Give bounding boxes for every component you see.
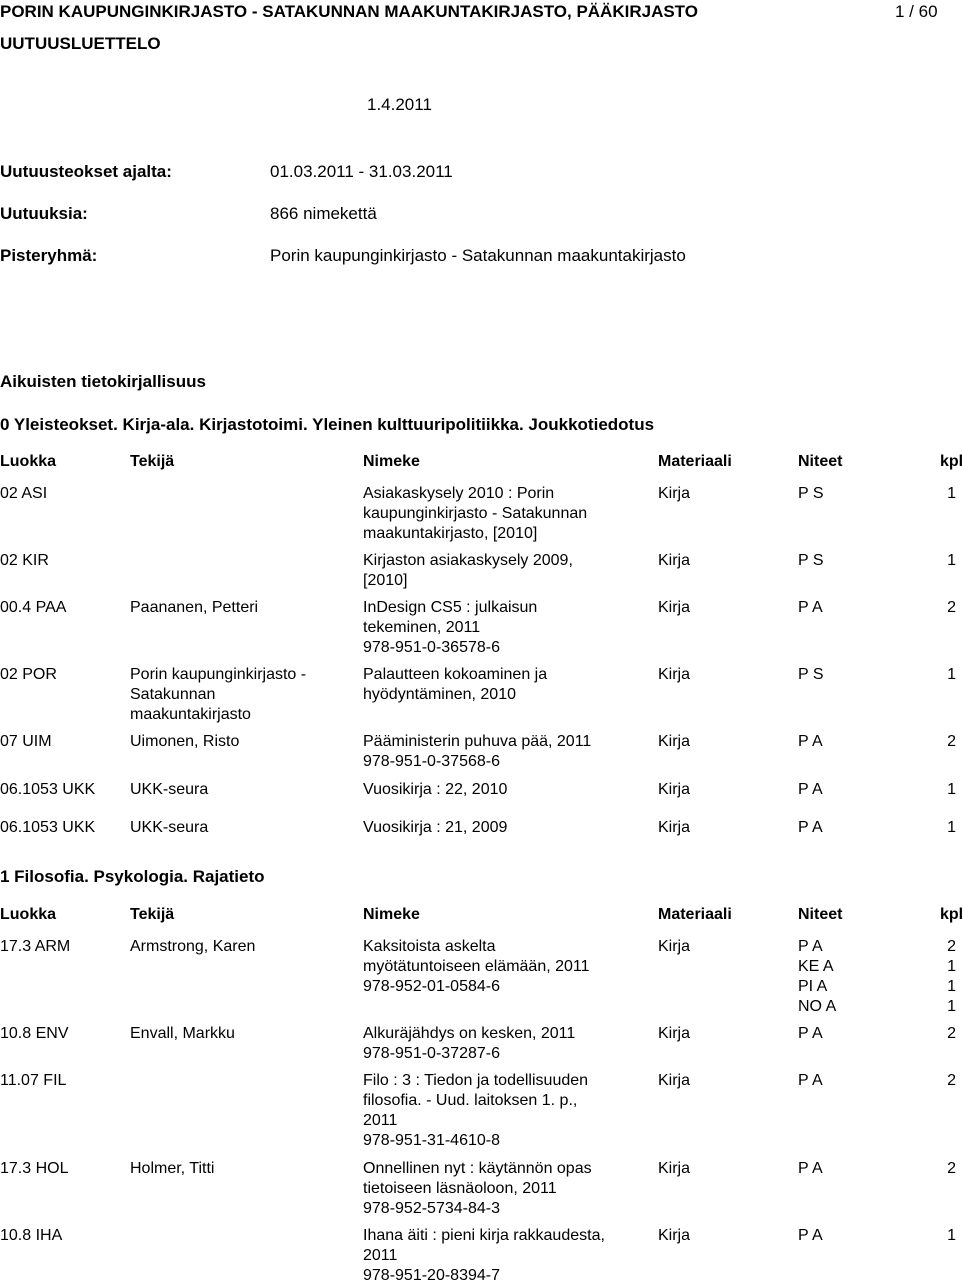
cell-nimeke-line: 2011 xyxy=(363,1112,398,1129)
cell-niteet xyxy=(798,1071,823,1091)
period-label: Uutuusteokset ajalta: xyxy=(0,162,172,181)
cell-tekija-line: UKK-seura xyxy=(130,819,209,836)
section-heading: 1 Filosofia. Psykologia. Rajatieto xyxy=(0,867,265,886)
cell-materiaali-line: Kirja xyxy=(658,599,691,616)
cell-tekija-line: Envall, Markku xyxy=(130,1025,235,1042)
document-subtitle: UUTUUSLUETTELO xyxy=(0,34,161,53)
cell-materiaali xyxy=(658,818,690,838)
column-header-materiaali: Materiaali xyxy=(658,906,732,923)
cell-niteet-line: P S xyxy=(798,552,824,569)
cell-kpl xyxy=(940,818,956,838)
cell-kpl xyxy=(940,1159,956,1179)
cell-nimeke-line: Alkuräjähdys on kesken, 2011 xyxy=(363,1025,576,1042)
cell-niteet-line: P A xyxy=(798,938,823,955)
cell-niteet xyxy=(798,484,824,504)
cell-nimeke-line: tietoiseen läsnäoloon, 2011 xyxy=(363,1180,557,1197)
cell-niteet-line: P A xyxy=(798,733,823,750)
cell-tekija-line: Holmer, Titti xyxy=(130,1160,215,1177)
cell-materiaali xyxy=(658,1024,690,1044)
cell-nimeke xyxy=(363,665,547,705)
cell-nimeke-line: Pääministerin puhuva pää, 2011 xyxy=(363,733,592,750)
cell-nimeke-line: 978-951-31-4610-8 xyxy=(363,1132,500,1149)
cell-kpl-line: 1 xyxy=(947,552,956,569)
cell-kpl xyxy=(940,1071,956,1091)
cell-niteet-line: P A xyxy=(798,1227,823,1244)
cell-kpl xyxy=(940,1226,956,1246)
cell-materiaali-line: Kirja xyxy=(658,1025,691,1042)
cell-niteet-line: P S xyxy=(798,666,824,683)
cell-luokka xyxy=(0,551,49,571)
cell-nimeke-line: 978-951-0-36578-6 xyxy=(363,639,500,656)
cell-luokka-line: 17.3 HOL xyxy=(0,1160,69,1177)
column-header-niteet: Niteet xyxy=(798,906,843,923)
cell-materiaali xyxy=(658,732,690,752)
cell-luokka-line: 06.1053 UKK xyxy=(0,819,96,836)
cell-kpl-line: 1 xyxy=(947,1227,956,1244)
cell-kpl-line: 1 xyxy=(947,781,956,798)
cell-kpl-line: 2 xyxy=(947,733,956,750)
cell-luokka xyxy=(0,1024,68,1044)
new-items-label: Uutuuksia: xyxy=(0,204,88,223)
cell-nimeke xyxy=(363,1024,575,1064)
cell-nimeke xyxy=(363,484,587,544)
cell-niteet xyxy=(798,780,823,800)
cell-tekija xyxy=(130,818,208,838)
cell-nimeke-line: Vuosikirja : 21, 2009 xyxy=(363,819,508,836)
cell-nimeke xyxy=(363,732,591,772)
cell-nimeke-line: 978-951-0-37287-6 xyxy=(363,1045,500,1062)
cell-niteet xyxy=(798,665,824,685)
cell-tekija-line: Paananen, Petteri xyxy=(130,599,259,616)
cell-kpl-line: 2 xyxy=(947,1025,956,1042)
cell-tekija-line: Porin kaupunginkirjasto - xyxy=(130,666,307,683)
cell-luokka-line: 11.07 FIL xyxy=(0,1072,67,1089)
cell-kpl-line: 1 xyxy=(947,485,956,502)
cell-nimeke-line: [2010] xyxy=(363,572,408,589)
cell-nimeke-line: Palautteen kokoaminen ja xyxy=(363,666,548,683)
cell-tekija xyxy=(130,665,306,725)
cell-nimeke-line: Onnellinen nyt : käytännön opas xyxy=(363,1160,592,1177)
cell-tekija-line: Satakunnan xyxy=(130,686,216,703)
cell-nimeke-line: maakuntakirjasto, [2010] xyxy=(363,525,538,542)
cell-kpl xyxy=(940,1024,956,1044)
cell-kpl xyxy=(940,780,956,800)
page-number: 1 / 60 xyxy=(895,2,938,21)
cell-nimeke xyxy=(363,780,507,800)
column-header-nimeke: Nimeke xyxy=(363,906,420,923)
cell-niteet-line: NO A xyxy=(798,998,837,1015)
cell-luokka xyxy=(0,937,70,957)
period-value: 01.03.2011 - 31.03.2011 xyxy=(270,162,453,181)
cell-niteet xyxy=(798,732,823,752)
cell-luokka-line: 00.4 PAA xyxy=(0,599,67,616)
column-header-materiaali: Materiaali xyxy=(658,453,732,470)
cell-niteet xyxy=(798,1159,823,1179)
cell-luokka xyxy=(0,1226,62,1246)
cell-materiaali-line: Kirja xyxy=(658,781,691,798)
cell-materiaali xyxy=(658,1226,690,1246)
column-header-niteet: Niteet xyxy=(798,453,843,470)
cell-materiaali xyxy=(658,665,690,685)
cell-materiaali-line: Kirja xyxy=(658,733,691,750)
cell-kpl xyxy=(940,551,956,571)
cell-luokka-line: 17.3 ARM xyxy=(0,938,71,955)
new-items-value: 866 nimekettä xyxy=(270,204,377,223)
cell-nimeke-line: InDesign CS5 : julkaisun xyxy=(363,599,538,616)
cell-kpl-line: 1 xyxy=(947,666,956,683)
cell-kpl xyxy=(940,598,956,618)
cell-nimeke-line: filosofia. - Uud. laitoksen 1. p., xyxy=(363,1092,578,1109)
cell-materiaali xyxy=(658,1071,690,1091)
cell-materiaali xyxy=(658,1159,690,1179)
cell-nimeke-line: 2011 xyxy=(363,1247,398,1264)
column-header-luokka: Luokka xyxy=(0,906,57,923)
location-group-label: Pisteryhmä: xyxy=(0,246,98,265)
cell-nimeke-line: Vuosikirja : 22, 2010 xyxy=(363,781,508,798)
cell-luokka xyxy=(0,484,47,504)
cell-kpl-line: 2 xyxy=(947,938,956,955)
cell-nimeke xyxy=(363,937,590,997)
column-header-luokka: Luokka xyxy=(0,453,57,470)
category-heading: Aikuisten tietokirjallisuus xyxy=(0,372,206,391)
cell-niteet-line: P A xyxy=(798,1072,823,1089)
cell-nimeke xyxy=(363,551,573,591)
cell-tekija xyxy=(130,598,258,618)
cell-luokka-line: 10.8 ENV xyxy=(0,1025,69,1042)
cell-kpl-line: 1 xyxy=(947,998,956,1015)
cell-nimeke-line: tekeminen, 2011 xyxy=(363,619,481,636)
cell-nimeke xyxy=(363,1159,592,1219)
cell-nimeke-line: Ihana äiti : pieni kirja rakkaudesta, xyxy=(363,1227,605,1244)
cell-luokka-line: 06.1053 UKK xyxy=(0,781,96,798)
cell-nimeke-line: kaupunginkirjasto - Satakunnan xyxy=(363,505,588,522)
cell-niteet xyxy=(798,598,823,618)
cell-kpl xyxy=(940,732,956,752)
column-header-tekija: Tekijä xyxy=(130,906,175,923)
cell-luokka-line: 02 POR xyxy=(0,666,57,683)
cell-luokka xyxy=(0,818,95,838)
cell-tekija-line: Uimonen, Risto xyxy=(130,733,240,750)
cell-kpl-line: 2 xyxy=(947,1072,956,1089)
cell-tekija-line: Armstrong, Karen xyxy=(130,938,256,955)
cell-materiaali-line: Kirja xyxy=(658,552,691,569)
cell-nimeke-line: 978-952-01-0584-6 xyxy=(363,978,500,995)
cell-kpl xyxy=(940,484,956,504)
cell-materiaali-line: Kirja xyxy=(658,666,691,683)
cell-materiaali xyxy=(658,598,690,618)
cell-nimeke-line: Kaksitoista askelta xyxy=(363,938,496,955)
cell-luokka xyxy=(0,1159,68,1179)
cell-nimeke-line: 978-951-20-8394-7 xyxy=(363,1267,500,1284)
cell-tekija-line: maakuntakirjasto xyxy=(130,706,251,723)
cell-tekija xyxy=(130,1159,214,1179)
cell-tekija-line: UKK-seura xyxy=(130,781,209,798)
cell-niteet xyxy=(798,1226,823,1246)
column-header-tekija: Tekijä xyxy=(130,453,175,470)
cell-nimeke-line: Kirjaston asiakaskysely 2009, xyxy=(363,552,573,569)
cell-nimeke-line: hyödyntäminen, 2010 xyxy=(363,686,516,703)
cell-niteet-line: P A xyxy=(798,599,823,616)
cell-niteet xyxy=(798,818,823,838)
cell-materiaali xyxy=(658,937,690,957)
cell-niteet-line: P A xyxy=(798,781,823,798)
cell-tekija xyxy=(130,1024,235,1044)
cell-kpl-line: 1 xyxy=(947,819,956,836)
document-title: PORIN KAUPUNGINKIRJASTO - SATAKUNNAN MAAKUNTAKIRJASTO, PÄÄKIRJASTO xyxy=(0,2,698,21)
cell-niteet-line: P A xyxy=(798,1025,823,1042)
cell-niteet-line: P A xyxy=(798,819,823,836)
cell-nimeke-line: 978-952-5734-84-3 xyxy=(363,1200,500,1217)
cell-kpl-line: 2 xyxy=(947,1160,956,1177)
cell-kpl-line: 1 xyxy=(947,978,956,995)
cell-niteet xyxy=(798,1024,823,1044)
cell-nimeke xyxy=(363,598,537,658)
column-header-kpl: kpl xyxy=(940,453,963,470)
cell-tekija xyxy=(130,780,208,800)
cell-nimeke xyxy=(363,1226,605,1286)
cell-tekija xyxy=(130,732,239,752)
cell-luokka-line: 02 KIR xyxy=(0,552,49,569)
cell-luokka-line: 07 UIM xyxy=(0,733,52,750)
column-header-nimeke: Nimeke xyxy=(363,453,420,470)
cell-nimeke-line: myötätuntoiseen elämään, 2011 xyxy=(363,958,590,975)
cell-nimeke-line: Asiakaskysely 2010 : Porin xyxy=(363,485,555,502)
report-date: 1.4.2011 xyxy=(367,95,432,114)
cell-materiaali-line: Kirja xyxy=(658,819,691,836)
cell-niteet-line: P S xyxy=(798,485,824,502)
section-heading: 0 Yleisteokset. Kirja-ala. Kirjastotoimi. Yleinen kulttuuripolitiikka. Joukkotiedotus xyxy=(0,415,655,434)
cell-materiaali-line: Kirja xyxy=(658,938,691,955)
cell-materiaali-line: Kirja xyxy=(658,485,691,502)
cell-materiaali xyxy=(658,484,690,504)
cell-luokka xyxy=(0,598,66,618)
cell-materiaali-line: Kirja xyxy=(658,1160,691,1177)
cell-niteet-line: PI A xyxy=(798,978,828,995)
cell-niteet-line: KE A xyxy=(798,958,834,975)
cell-kpl-line: 1 xyxy=(947,958,956,975)
cell-niteet-line: P A xyxy=(798,1160,823,1177)
cell-nimeke xyxy=(363,818,507,838)
cell-luokka-line: 02 ASI xyxy=(0,485,48,502)
cell-luokka xyxy=(0,665,57,685)
cell-niteet xyxy=(798,551,824,571)
cell-luokka xyxy=(0,1071,66,1091)
cell-luokka xyxy=(0,732,52,752)
cell-luokka-line: 10.8 IHA xyxy=(0,1227,63,1244)
cell-materiaali xyxy=(658,551,690,571)
column-header-kpl: kpl xyxy=(940,906,963,923)
cell-luokka xyxy=(0,780,95,800)
cell-kpl-line: 2 xyxy=(947,599,956,616)
cell-materiaali-line: Kirja xyxy=(658,1072,691,1089)
cell-niteet xyxy=(798,937,836,1017)
cell-kpl xyxy=(940,937,956,1017)
cell-nimeke-line: Filo : 3 : Tiedon ja todellisuuden xyxy=(363,1072,589,1089)
cell-kpl xyxy=(940,665,956,685)
location-group-value: Porin kaupunginkirjasto - Satakunnan maakuntakirjasto xyxy=(270,246,686,265)
cell-tekija xyxy=(130,937,255,957)
cell-materiaali-line: Kirja xyxy=(658,1227,691,1244)
cell-nimeke xyxy=(363,1071,588,1151)
cell-nimeke-line: 978-951-0-37568-6 xyxy=(363,753,500,770)
cell-materiaali xyxy=(658,780,690,800)
